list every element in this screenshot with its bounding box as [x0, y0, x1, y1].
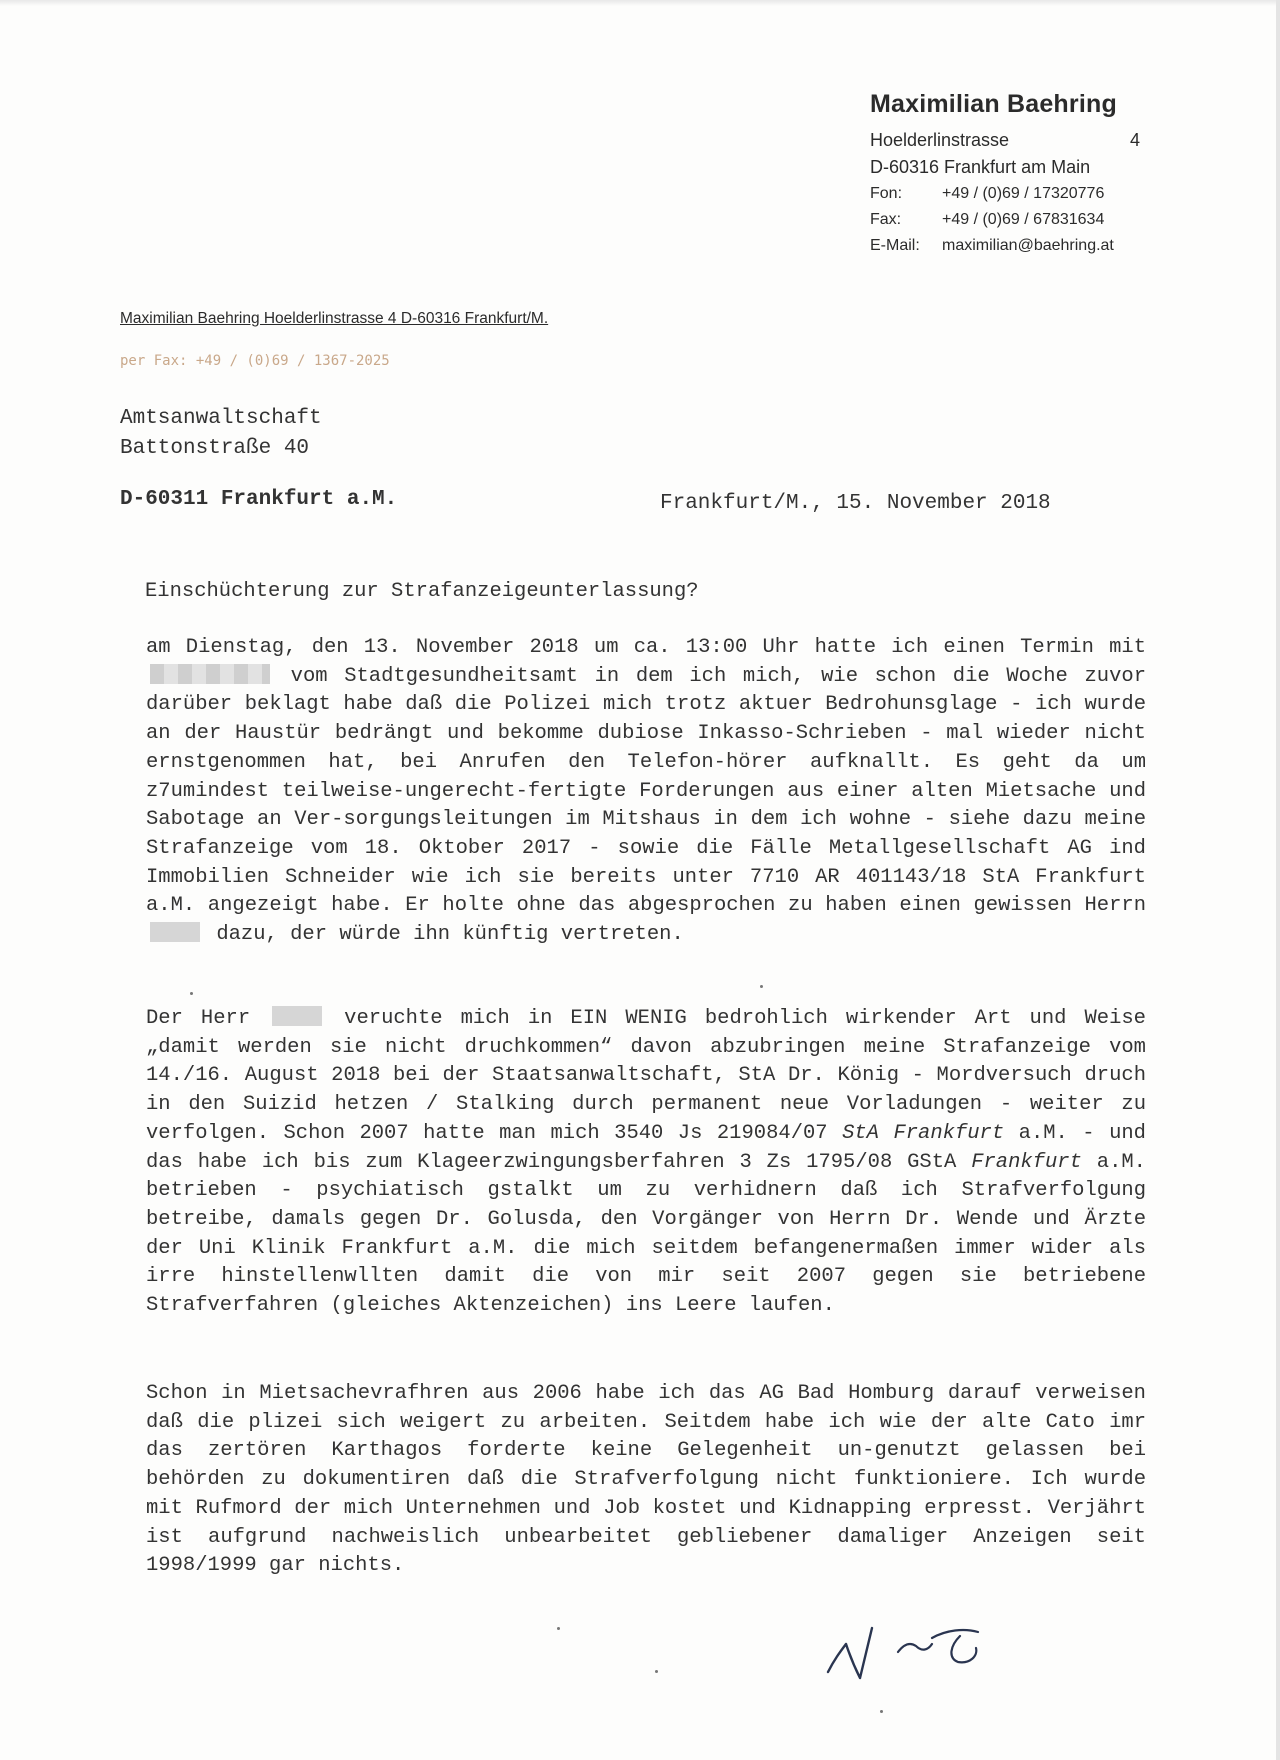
- recipient-address: [120, 404, 322, 464]
- sender-street: Hoelderlinstrasse: [870, 130, 1010, 150]
- paragraph-1-part-a: am Dienstag, den 13. November 2018 um ca. 13:00 Uhr hatte ich einen Termin mit: [146, 636, 1146, 659]
- phone-number: +49 / (0)69 / 17320776: [942, 185, 1105, 202]
- paragraph-2-part-b: veruchte mich in EIN WENIG bedrohlich wirkender Art und Weise „damit werden sie nicht druchkommen“ davon abzubringen meine Strafanzeige vom 14./16. August 2018 bei der Staatsanwaltschaft, StA Dr. König - Mordversuch druch in den Suizid hetzen / Stalking durch permanent neue Vorladungen - weiter zu verfolgen. Schon 2007 hatte man mich 3540 Js 219084/07: [146, 1007, 1146, 1145]
- paragraph-2-part-a: Der Herr: [146, 1007, 251, 1030]
- body-paragraph-3: Schon in Mietsachevrafhren aus 2006 habe ich das AG Bad Homburg darauf verweisen daß die plizei sich weigert zu arbeiten. Seitdem habe ich wie der alte Cato imr das zertören Karthagos forderte keine Gelegenheit un-genutzt gelassen bei behörden zu dokumentiren daß die Strafverfolgung nicht funktioniere. Ich wurde mit Rufmord der mich Unternehmen und Job kostet und Kidnapping erpresst. Verjährt ist aufgrund nachweislich unbearbeitet gebliebener damaliger Anzeigen seit 1998/1999 gar nichts.: [146, 1382, 1146, 1578]
- sender-city-line: [870, 154, 1140, 181]
- redacted-name: [272, 1006, 322, 1026]
- scan-speck: [190, 992, 193, 995]
- recipient-line-1: Amtsanwaltschaft: [120, 407, 322, 430]
- fax-transmission-line: per Fax: +49 / (0)69 / 1367-2025: [120, 353, 390, 369]
- email-label: E-Mail:: [870, 237, 920, 254]
- redacted-name: [150, 664, 270, 684]
- letter-subject: Einschüchterung zur Strafanzeigeunterlassung?: [145, 580, 699, 603]
- phone-label: Fon:: [870, 185, 903, 202]
- body-paragraph-1: [146, 634, 1146, 950]
- scan-speck: [557, 1627, 560, 1630]
- redacted-name: [150, 922, 200, 942]
- sender-house-number: 4: [1129, 130, 1140, 150]
- sender-phone-line: [870, 181, 1140, 207]
- recipient-line-2: Battonstraße 40: [120, 437, 310, 460]
- body-paragraph-2: [146, 1005, 1146, 1321]
- sender-street-line: [870, 127, 1140, 154]
- scan-speck: [655, 1670, 658, 1673]
- paragraph-2-italic-1: StA Frankfurt: [842, 1121, 1005, 1145]
- fax-label: Fax:: [870, 211, 902, 228]
- scan-edge-top: [0, 0, 1280, 6]
- letter-date: Frankfurt/M., 15. November 2018: [660, 492, 1051, 515]
- fax-number: +49 / (0)69 / 67831634: [942, 211, 1105, 228]
- paragraph-2-part-d: a.M. - und das habe ich bis zum Klageerzwingungsberfahren 3 Zs 1795/08 GStA: [146, 1121, 1146, 1174]
- recipient-city: D-60311 Frankfurt a.M.: [120, 488, 398, 511]
- scan-edge-right: [1276, 0, 1280, 1760]
- paragraph-1-part-c: dazu, der würde ihn künftig vertreten.: [216, 923, 684, 947]
- scan-speck: [880, 1710, 883, 1713]
- sender-letterhead: [870, 90, 1140, 259]
- paragraph-1-part-b: vom Stadtgesundheitsamt in dem ich mich, wie schon die Woche zuvor darüber beklagt habe daß die Polizei mich trotz aktuer Bedrohunsglage - ich wurde an der Haustür bedrängt und bekomme dubiose Inkasso-Schrieben - mal wieder nicht ernstgenommen hat, bei Anrufen den Telefon-hörer aufknallt. Es geht da um z7umindest teilweise-ungerecht-fertigte Forderungen aus einer alten Mietsache und Sabotage an Ver-sorgungsleitungen im Mitshaus in dem ich wohne - siehe dazu meine Strafanzeige vom 18. Oktober 2017 - sowie die Fälle Metallgesellschaft AG ind Immobilien Schneider wie ich sie bereits unter 7710 AR 401143/18 StA Frankfurt a.M. angezeigt habe. Er holte ohne das abgesprochen zu haben einen gewissen Herrn: [146, 664, 1146, 918]
- email-address: maximilian@baehring.at: [942, 237, 1114, 254]
- sender-email-line: [870, 233, 1140, 259]
- handwritten-signature: [820, 1600, 1030, 1690]
- sender-name: Maximilian Baehring: [870, 90, 1117, 118]
- return-address-line: Maximilian Baehring Hoelderlinstrasse 4 D-60316 Frankfurt/M.: [120, 310, 549, 327]
- paragraph-2-part-f: a.M. betrieben - psychiatisch gstalkt um zu verhidnern daß ich Strafverfolgung betreibe, damals gegen Dr. Golusda, den Vorgänger von Herrn Dr. Wende und Ärzte der Uni Klinik Frankfurt a.M. die mich seitdem befangenermaßen immer wider als irre hinstellenwllten damit die von mir seit 2007 gegen sie betriebene Strafverfahren (gleiches Aktenzeichen) ins Leere laufen.: [146, 1150, 1146, 1318]
- sender-fax-line: [870, 207, 1140, 233]
- paragraph-2-italic-2: Frankfurt: [971, 1150, 1082, 1174]
- sender-city: D-60316 Frankfurt am Main: [870, 157, 1091, 177]
- scan-speck: [760, 985, 763, 988]
